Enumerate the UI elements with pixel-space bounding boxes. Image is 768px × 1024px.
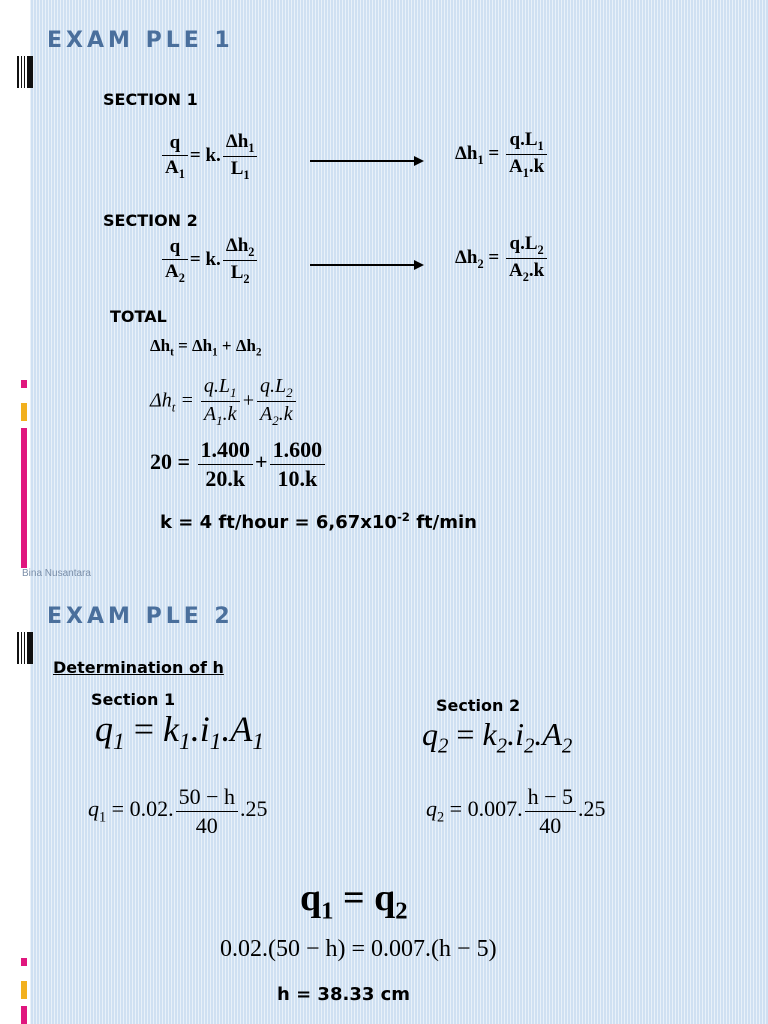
numeric-substitution: 20 = $\frac{1.400}{20.k}$ + $\frac{1.600}{10.k}$	[150, 436, 327, 492]
accent-pink-bar	[21, 1006, 27, 1024]
decorative-bars-icon	[17, 56, 35, 88]
arrow-right-icon	[310, 264, 422, 266]
slide-example-2	[0, 578, 768, 1024]
total-head-loss-sum: $\Delta h_t = \Delta h_1 + \Delta h_2$	[150, 336, 262, 359]
section-2-flow-equation: $\frac{q}{A_2}$ = k. $\frac{\Delta h_2}{L_2}$	[160, 234, 259, 287]
section-1-flow-equation: $\frac{q}{A_1}$ = k. $\frac{\Delta h_1}{L_1}$	[160, 130, 259, 183]
slide-title: EXAM PLE 2	[47, 604, 234, 629]
accent-pink-small	[21, 958, 27, 966]
section-2-label: SECTION 2	[103, 211, 198, 230]
total-head-loss-formula: $\Delta h_t$ = $\frac{q.L_1}{A_1.k}$ + $\frac{q.L_2}{A_2.k}$	[150, 374, 298, 430]
determination-heading: Determination of h	[53, 658, 224, 677]
section-1-label: SECTION 1	[103, 90, 198, 109]
section-2-label: Section 2	[436, 696, 521, 715]
q2-numeric: $q_2 = 0.007$. $\frac{h - 5}{40}$ .25	[426, 784, 606, 838]
section-1-head-loss-result: $\Delta h_1$ = $\frac{q.L_1}{A_1.k}$	[455, 128, 549, 181]
section-2-head-loss-result: $\Delta h_2$ = $\frac{q.L_2}{A_2.k}$	[455, 232, 549, 285]
q1-formula: $q_1 = k_1.i_1.A_1$	[95, 709, 265, 756]
permeability-result: k = 4 ft/hour = $6,67x10^{-2}$ ft/min	[160, 510, 477, 533]
expanded-equation: 0.02.(50 − h) = 0.007.(h − 5)	[220, 936, 497, 962]
accent-pink-small	[21, 380, 27, 388]
accent-gold	[21, 981, 27, 999]
accent-gold	[21, 403, 27, 421]
slide-title: EXAM PLE 1	[47, 28, 234, 53]
q2-formula: $q_2 = k_2.i_2.A_2$	[422, 716, 573, 758]
decorative-bars-icon	[17, 632, 35, 664]
footer-text: Bina Nusantara	[22, 568, 91, 578]
arrow-right-icon	[310, 160, 422, 162]
flow-equality: $q_1 = q_2$	[300, 877, 408, 925]
accent-pink-bar	[21, 428, 27, 568]
total-label: TOTAL	[110, 307, 167, 326]
q1-numeric: $q_1 = 0.02$. $\frac{50 - h}{40}$ .25	[88, 784, 268, 838]
section-1-label: Section 1	[91, 690, 176, 709]
h-result: h = 38.33 cm	[277, 984, 411, 1005]
